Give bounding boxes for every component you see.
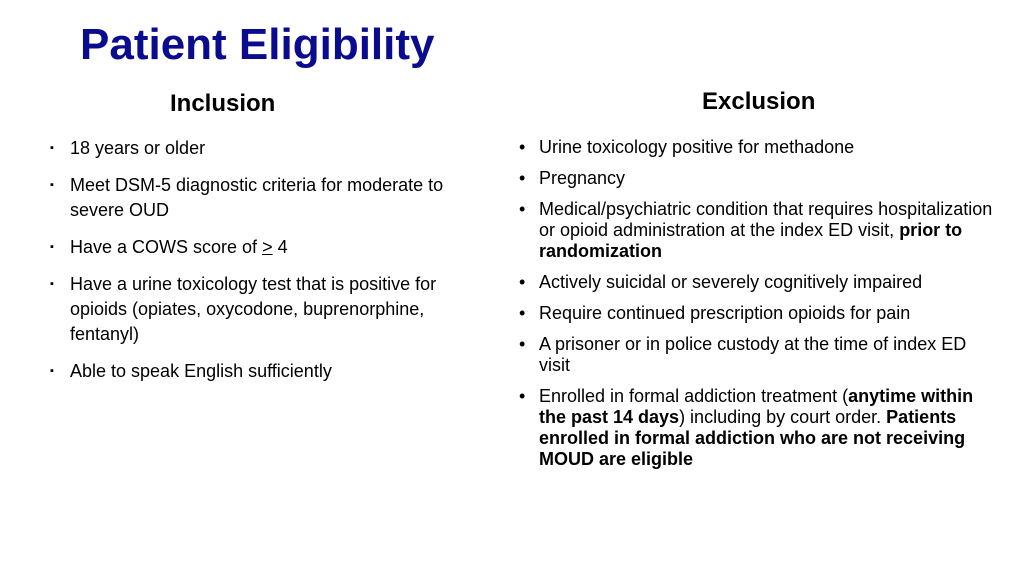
round-bullet-icon: • (519, 334, 526, 354)
cows-text: Have a COWS score of (70, 237, 263, 257)
greater-equal-symbol: > (262, 237, 273, 257)
anytime-text: anytime within the past 14 days (539, 386, 974, 427)
exclusion-heading: Exclusion (702, 88, 816, 115)
exclusion-item (516, 137, 996, 158)
moud-eligible-text: Patients enrolled in formal addiction who are not receiving MOUD are eligible (539, 407, 966, 469)
exclusion-item-text: A prisoner or in police custody at the time of index ED visit (539, 334, 967, 375)
square-bullet-icon: ▪ (50, 278, 54, 290)
inclusion-item-text: Meet DSM-5 diagnostic criteria for moderate to severe OUD (70, 175, 444, 220)
exclusion-item (516, 168, 996, 189)
round-bullet-icon: • (519, 303, 526, 323)
exclusion-item-text: Actively suicidal or severely cognitively impaired (539, 272, 923, 292)
inclusion-heading: Inclusion (170, 90, 276, 117)
round-bullet-icon: • (519, 386, 526, 406)
condition-text: Medical/psychiatric condition that requires hospitalization or opioid administration at the index ED visit, (539, 199, 993, 240)
inclusion-item-text: Have a urine toxicology test that is positive for opioids (opiates, oxycodone, buprenorphine, fentanyl) (70, 274, 437, 344)
square-bullet-icon: ▪ (50, 241, 54, 253)
exclusion-item (516, 303, 996, 324)
inclusion-item-text (70, 237, 288, 257)
round-bullet-icon: • (519, 168, 526, 188)
inclusion-item (46, 359, 486, 384)
inclusion-list (46, 136, 486, 396)
square-bullet-icon: ▪ (50, 365, 54, 377)
inclusion-item (46, 136, 486, 161)
inclusion-item (46, 235, 486, 260)
exclusion-item-text: Require continued prescription opioids for pain (539, 303, 911, 323)
inclusion-item (46, 173, 486, 223)
exclusion-list (516, 137, 996, 480)
court-order-text: ) including by court order. (679, 407, 887, 427)
inclusion-item (46, 272, 486, 347)
cows-value: 4 (272, 237, 288, 257)
round-bullet-icon: • (519, 199, 526, 219)
exclusion-item-text: Pregnancy (539, 168, 626, 188)
exclusion-item (516, 334, 996, 376)
exclusion-item (516, 386, 996, 470)
round-bullet-icon: • (519, 137, 526, 157)
round-bullet-icon: • (519, 272, 526, 292)
treatment-text: Enrolled in formal addiction treatment ( (539, 386, 849, 406)
exclusion-item (516, 199, 996, 262)
slide-title: Patient Eligibility (80, 20, 435, 69)
exclusion-item-text: Urine toxicology positive for methadone (539, 137, 855, 157)
prior-to-randomization-text: prior to randomization (539, 220, 963, 261)
exclusion-item-text (539, 199, 992, 261)
inclusion-item-text: Able to speak English sufficiently (70, 361, 332, 381)
exclusion-item-text (539, 386, 973, 469)
exclusion-item (516, 272, 996, 293)
square-bullet-icon: ▪ (50, 142, 54, 154)
inclusion-item-text: 18 years or older (70, 138, 206, 158)
square-bullet-icon: ▪ (50, 179, 54, 191)
